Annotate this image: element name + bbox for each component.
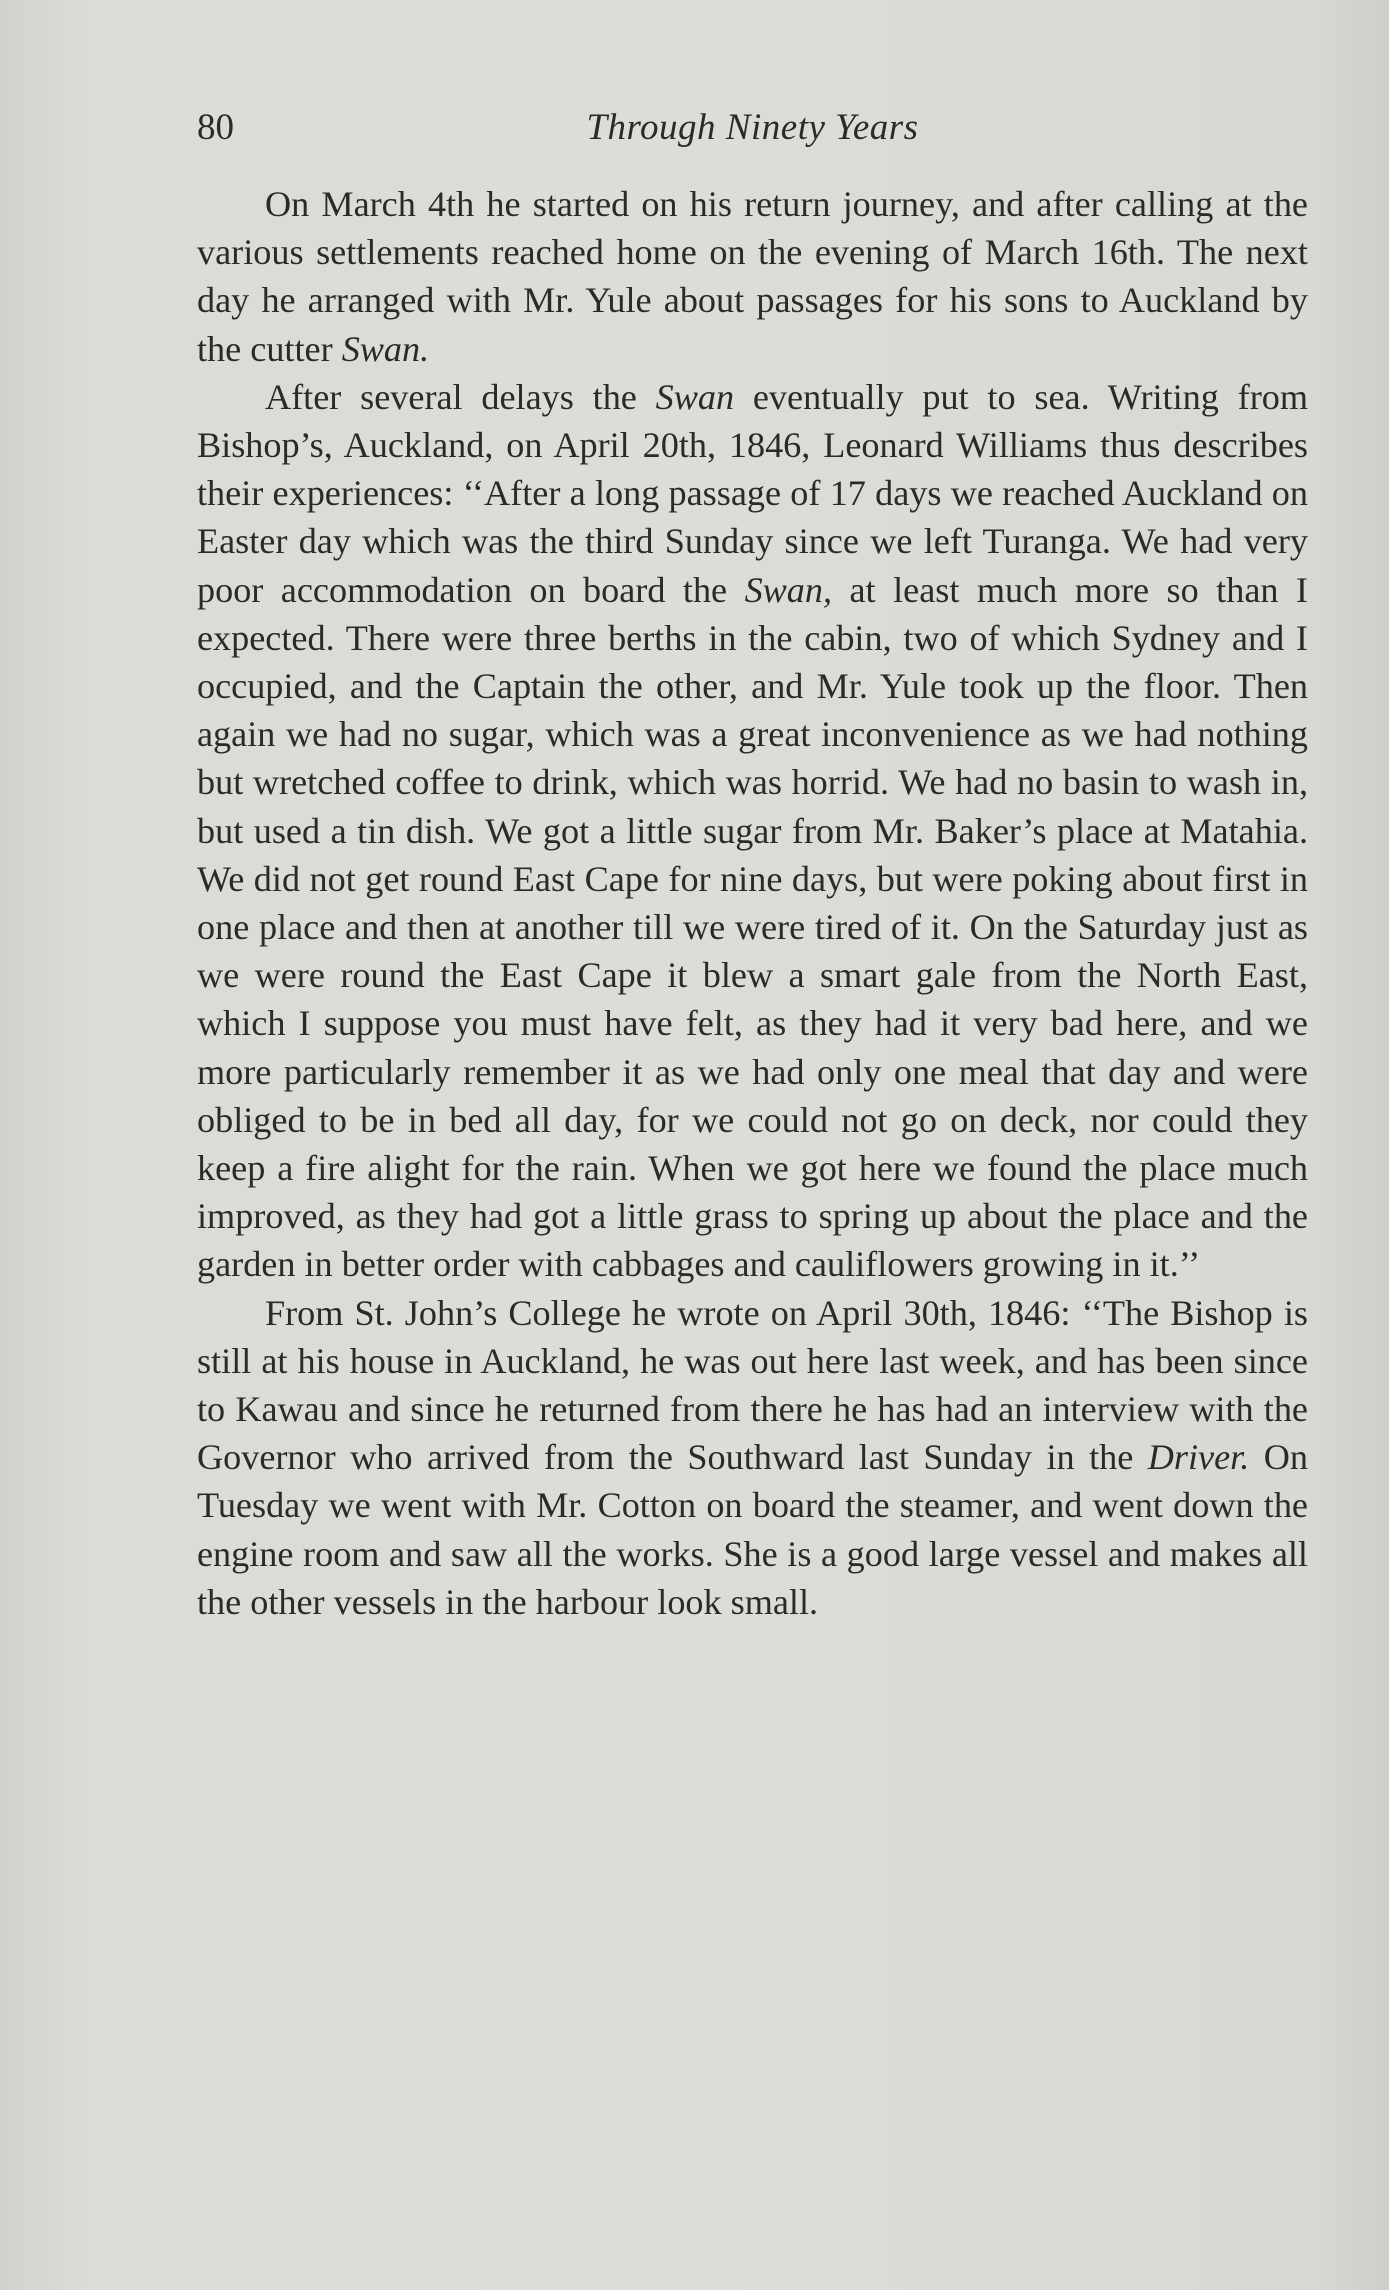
italic-ship-name: Swan [655, 376, 735, 417]
italic-ship-name: Swan, [744, 569, 833, 610]
text-segment: After several delays the [265, 376, 656, 417]
text-segment: On Tuesday we went with Mr. Cotton on board the steamer, and went down the engine room and saw all the works. She is a good large vessel and makes all the other vessels in the harbour look small. [197, 1437, 1308, 1622]
paragraph-1 [197, 180, 1308, 373]
body-text [197, 180, 1308, 1626]
italic-ship-name: Driver. [1147, 1437, 1250, 1478]
text-segment: From St. John’s College he wrote on April 30th, 1846: ‘‘The Bishop is still at his house in Auckland, he was out here last week, and has been since to Kawau and since he returned from there he has had an interview with the Governor who arrived from the Southward last Sunday in the [197, 1292, 1308, 1478]
running-head [197, 100, 1308, 156]
paragraph-3 [197, 1289, 1308, 1626]
text-segment: eventually put to sea. Writing from Bishop’s, Auckland, on April 20th, 1846, Leonard Williams thus describes their experiences: ‘‘After a long passage of 17 days we reached Auckland on Easter day which was the third Sunday since we left Turanga. We had very poor accommodation on board the [197, 376, 1308, 610]
text-segment: at least much more so than I expected. There were three berths in the cabin, two of which Sydney and I occupied, and the Captain the other, and Mr. Yule took up the floor. Then again we had no sugar, which was a great inconvenience as we had nothing but wretched coffee to drink, which was horrid. We had no basin to wash in, but used a tin dish. We got a little sugar from Mr. Baker’s place at Matahia. We did not get round East Cape for nine days, but were poking about first in one place and then at another till we were tired of it. On the Saturday just as we were round the East Cape it blew a smart gale from the North East, which I suppose you must have felt, as they had it very bad here, and we more particularly remember it as we had only one meal that day and were obliged to be in bed all day, for we could not go on deck, nor could they keep a fire alight for the rain. When we got here we found the place much improved, as they had got a little grass to spring up about the place and the garden in better order with cabbages and cauliflowers growing in it.’’ [197, 569, 1308, 1285]
italic-ship-name: Swan. [341, 328, 430, 369]
running-title: Through Ninety Years [586, 107, 919, 148]
paragraph-2 [197, 373, 1308, 1289]
page-number: 80 [197, 107, 234, 148]
text-segment: On March 4th he started on his return journey, and after calling at the various settlements reached home on the evening of March 16th. The next day he arranged with Mr. Yule about passages for his sons to Auckland by the cutter [197, 184, 1308, 369]
